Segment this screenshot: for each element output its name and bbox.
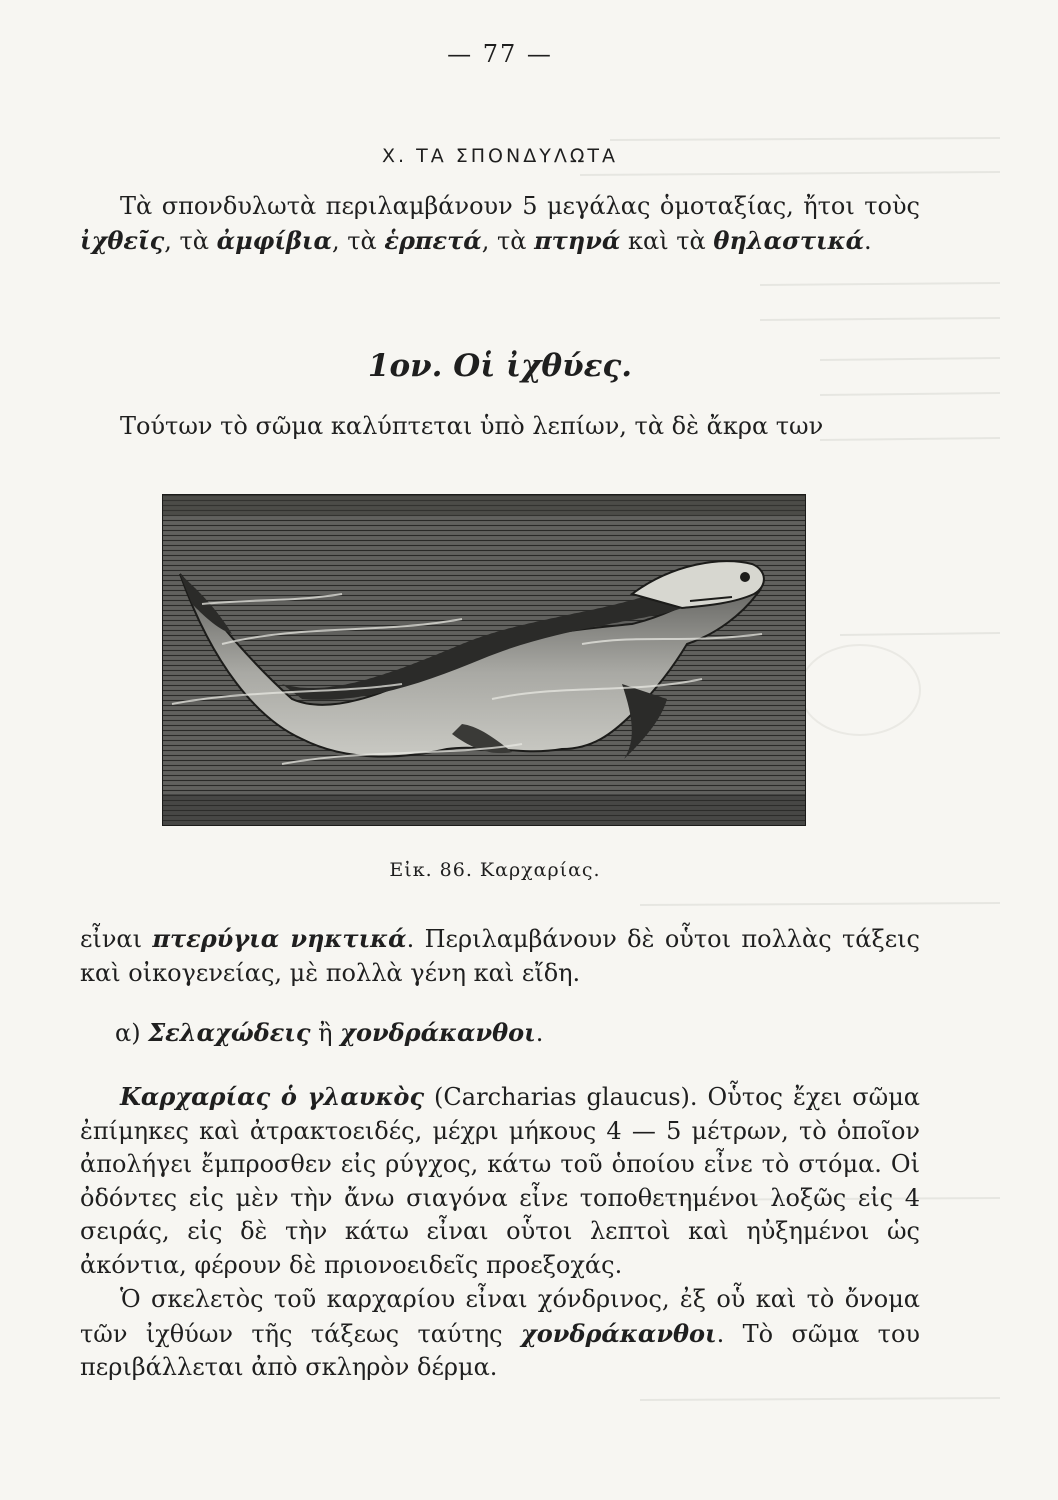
intro-end: . bbox=[864, 226, 872, 255]
vertebrates-intro-paragraph bbox=[80, 190, 920, 258]
figure-caption: Εἰκ. 86. Καρχαρίας. bbox=[389, 859, 601, 881]
skeleton-paragraph bbox=[80, 1283, 920, 1385]
term-chondracanthi-2: χονδράκανθοι bbox=[521, 1318, 717, 1348]
subheading-mid: ἢ bbox=[310, 1019, 341, 1047]
term-reptiles: ἑρπετά bbox=[384, 225, 482, 255]
shark-engraving-figure bbox=[162, 494, 806, 826]
shark-text: (Carcharias glaucus). Οὗτος ἔχει σῶμα ἐπίμηκες καὶ ἀτρακτοειδές, μέχρι μήκους 4 — 5 μέτρων, τὸ ὁποῖον ἀπολήγει ἔμπροσθεν εἰς ρύγχος, κάτω τοῦ ὁποίου εἶνε τὸ στόμα. Οἱ ὀδόντες εἰς μὲν τὴν ἄνω σιαγόνα εἶνε τοποθετημένοι λοξῶς εἰς 4 σειράς, εἰς δὲ τὴν κάτω εἶναι οὗτοι λεπτοὶ καὶ ηὐξημένοι ὡς ἀκόντια, φέρουν δὲ πριονοειδεῖς προεξοχάς. bbox=[80, 1083, 920, 1279]
subheading-prefix: α) bbox=[115, 1019, 149, 1047]
skeleton-text-1: Ὁ σκελετὸς τοῦ καρχαρίου εἶναι χόνδρινος, ἐξ οὗ καὶ τὸ ὄνομα τῶν ἰχθύων τῆς τάξεως ταύτης bbox=[80, 1285, 920, 1348]
subsection-heading bbox=[115, 1018, 543, 1047]
fins-text-2: . Περιλαμβάνουν δὲ οὗτοι πολλὰς τάξεις καὶ οἰκογενείας, μὲ πολλὰ γένη καὶ εἴδη. bbox=[80, 925, 920, 987]
term-birds: πτηνά bbox=[534, 225, 621, 255]
blue-shark-paragraph bbox=[80, 1080, 920, 1282]
intro-sep-3: , τὰ bbox=[481, 226, 535, 255]
intro-text: Τὰ σπονδυλωτὰ περιλαμβάνουν 5 μεγάλας ὁμοταξίας, ἤτοι τοὺς bbox=[120, 192, 920, 220]
fish-intro-paragraph: Τούτων τὸ σῶμα καλύπτεται ὑπὸ λεπίων, τὰ δὲ ἄκρα των bbox=[120, 412, 824, 440]
term-fish: ἰχθεῖς bbox=[80, 225, 165, 255]
fins-text-1: εἶναι bbox=[80, 925, 153, 953]
term-chondracanthi: χονδράκανθοι bbox=[340, 1018, 536, 1047]
section-title: Χ. ΤΑ ΣΠΟΝΔΥΛΩΤΑ bbox=[382, 145, 618, 167]
skeleton-text-2: . Τὸ σῶμα του περιβάλλεται ἀπὸ σκληρὸν δέρμα. bbox=[80, 1319, 921, 1381]
intro-sep-1: , τὰ bbox=[164, 226, 217, 255]
term-amphibians: ἀμφίβια bbox=[216, 225, 332, 255]
term-selachians: Σελαχώδεις bbox=[148, 1018, 311, 1047]
subheading-end: . bbox=[535, 1019, 544, 1047]
term-mammals: θηλαστικά bbox=[713, 225, 865, 255]
chapter-heading: 1ον. Οἱ ἰχθύες. bbox=[367, 348, 633, 384]
term-blue-shark: Καρχαρίας ὁ γλαυκὸς bbox=[120, 1082, 425, 1111]
fins-paragraph bbox=[80, 922, 920, 990]
term-swimming-fins: πτερύγια νηκτικά bbox=[152, 924, 407, 953]
page-number: — 77 — bbox=[447, 40, 553, 68]
intro-sep-2: , τὰ bbox=[332, 226, 385, 255]
intro-sep-4: καὶ τὰ bbox=[620, 226, 714, 255]
